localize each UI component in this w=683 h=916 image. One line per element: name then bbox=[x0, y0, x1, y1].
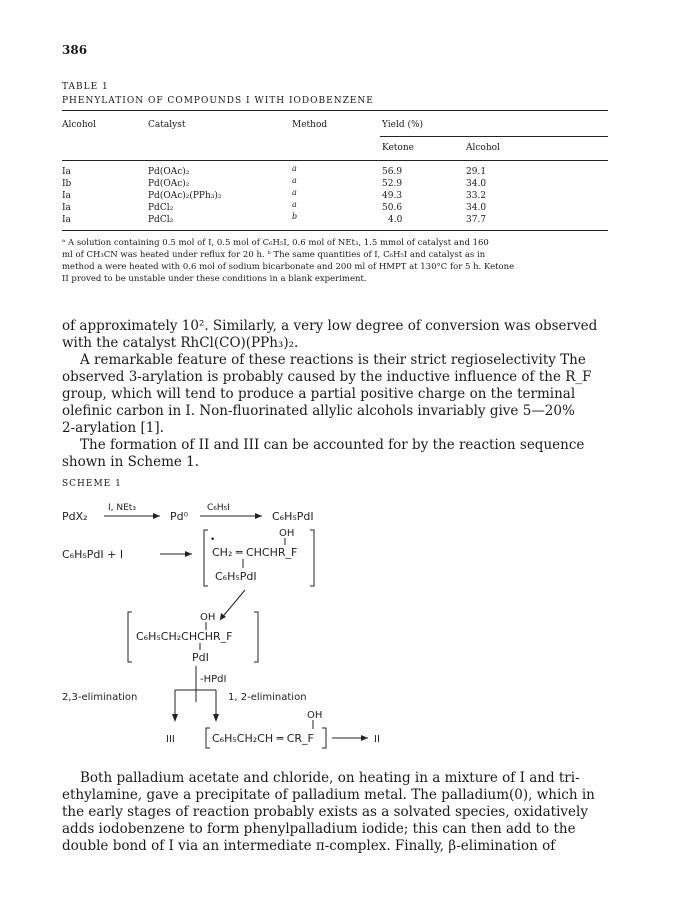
complex-phpdi: C₆H₅PdI bbox=[215, 570, 257, 583]
reaction-scheme bbox=[0, 490, 683, 760]
yield-rule bbox=[380, 136, 608, 137]
scheme-arrowhead-1 bbox=[153, 513, 160, 519]
label-23-elimination: 2,3-elimination bbox=[62, 692, 138, 703]
scheme-phpdi-plus-i: C₆H₅PdI + I bbox=[62, 548, 124, 561]
adduct-formula: C₆H₅CH₂CHCHR_F bbox=[136, 630, 233, 643]
adduct-pdi: PdI bbox=[192, 651, 209, 664]
scheme-pd0: Pd⁰ bbox=[170, 510, 189, 523]
table-top-rule bbox=[62, 110, 608, 111]
scheme-reactant-pdx2: PdX₂ bbox=[62, 510, 88, 523]
scheme-arrow-label-1: I, NEt₃ bbox=[108, 503, 136, 513]
table-label: TABLE 1 bbox=[62, 82, 109, 92]
table-footnote-line: method a were heated with 0.6 mol of sodium bicarbonate and 200 ml of HMPT at 130°C for 5 h. Ketone bbox=[62, 262, 515, 272]
enol-bracket-right bbox=[322, 728, 326, 748]
product-ii: II bbox=[374, 734, 380, 745]
complex-dot: • bbox=[210, 535, 216, 545]
table-footnote-line: II proved to be unstable under these conditions in a blank experiment. bbox=[62, 274, 367, 284]
table-footnote-line: ml of CH₃CN was heated under reflux for 20 h. ᵇ The same quantities of I, C₆H₅I and catalyst as in bbox=[62, 250, 486, 260]
elimination-label: -HPdI bbox=[200, 674, 227, 685]
page-number: 386 bbox=[62, 43, 88, 57]
paragraph-regioselectivity: A remarkable feature of these reactions is their strict regioselectivity The observed 3-arylation is probably caused by the inductive influence of the R_F group, which will tend to produce a partial positive charge on the terminal olefinic carbon in I. Non-fluorinated allylic alcohols invariably give 5—20% 2-arylation [1]. bbox=[62, 352, 592, 436]
paragraph-mechanism: Both palladium acetate and chloride, on heating in a mixture of I and tri- ethylamine, gave a precipitate of palladium metal. The palladium(0), which in the early stages of reaction probably exists as a solvated species, oxidatively adds iodobenzene to form phenylpalladium iodide; this can then add to the double bond of I via an intermediate π-complex. Finally, β-elimination of bbox=[62, 770, 595, 854]
branch-12-arrowhead bbox=[213, 714, 219, 722]
table-header-rule bbox=[62, 160, 608, 161]
enol-bracket-left bbox=[206, 728, 210, 748]
complex-bracket-left bbox=[204, 530, 208, 586]
table-title: PHENYLATION OF COMPOUNDS I WITH IODOBENZENE bbox=[62, 96, 374, 106]
scheme-arrow-label-2: C₆H₅I bbox=[207, 503, 230, 513]
col-header-method: Method bbox=[292, 120, 328, 130]
table-bottom-rule bbox=[62, 230, 608, 231]
col-header-catalyst: Catalyst bbox=[148, 120, 186, 130]
adduct-bracket-left bbox=[128, 612, 132, 662]
branch-23-arrowhead bbox=[172, 714, 178, 722]
complex-bracket-right bbox=[310, 530, 314, 586]
paragraph-formation: The formation of II and III can be accounted for by the reaction sequence shown in Scheme 1. bbox=[62, 437, 585, 470]
table-footnote-line: ᵃ A solution containing 0.5 mol of I, 0.5 mol of C₆H₅I, 0.6 mol of NEt₃, 1.5 mmol of catalyst and 160 bbox=[62, 238, 489, 248]
scheme-arrowhead-3 bbox=[185, 551, 192, 557]
col-subheader-ketone: Ketone bbox=[382, 143, 414, 153]
label-12-elimination: 1, 2-elimination bbox=[228, 692, 307, 703]
adduct-bracket-right bbox=[254, 612, 258, 662]
product-iii: III bbox=[166, 734, 175, 745]
scheme-arrowhead-5 bbox=[361, 735, 368, 741]
col-subheader-alcohol: Alcohol bbox=[466, 143, 500, 153]
scheme-phpdi: C₆H₅PdI bbox=[272, 510, 314, 523]
scheme-arrowhead-2 bbox=[255, 513, 262, 519]
complex-oh: OH bbox=[279, 528, 295, 539]
col-header-yield: Yield (%) bbox=[382, 120, 424, 130]
scheme-label: SCHEME 1 bbox=[62, 479, 122, 489]
col-header-alcohol: Alcohol bbox=[62, 120, 96, 130]
paragraph-continuation: of approximately 10². Similarly, a very low degree of conversion was observed with the catalyst RhCl(CO)(PPh₃)₂. bbox=[62, 318, 598, 351]
enol-oh: OH bbox=[307, 710, 323, 721]
adduct-oh: OH bbox=[200, 612, 216, 623]
enol-formula: C₆H₅CH₂CH ═ CR_F bbox=[212, 732, 314, 745]
complex-alkene: CH₂ ═ CHCHR_F bbox=[212, 546, 298, 559]
